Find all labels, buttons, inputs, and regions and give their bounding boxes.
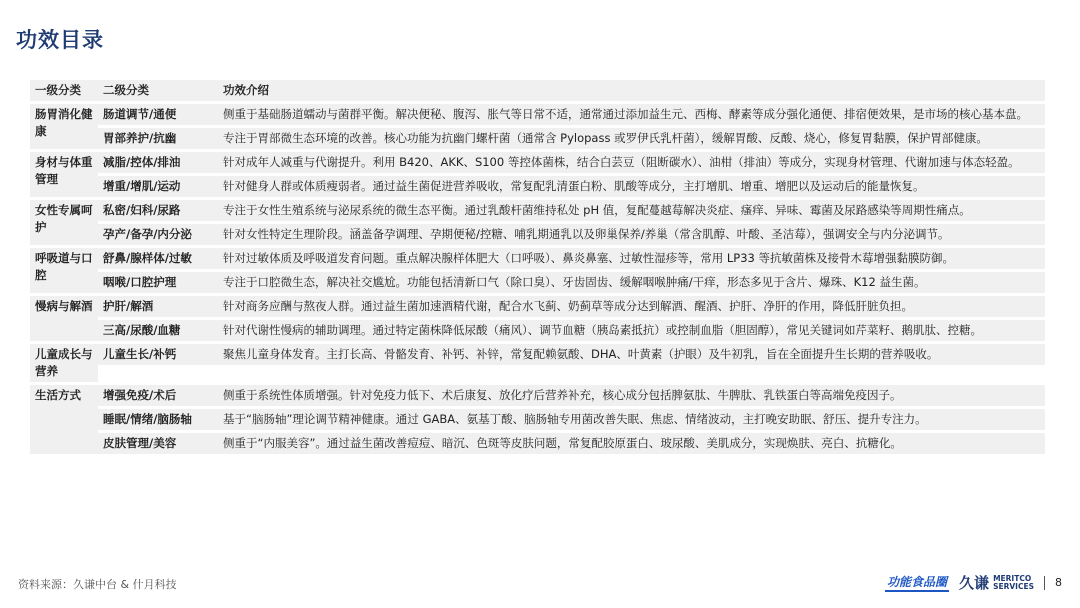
description-cell: 专注于女性生殖系统与泌尿系统的微生态平衡。通过乳酸杆菌维持私处 pH 值，复配蔓越莓解决炎症、瘙痒、异味、霉菌及尿路感染等周期性痛点。 <box>223 203 971 217</box>
header-description: 功效介绍 <box>223 83 269 97</box>
table-row <box>98 128 1045 149</box>
footer-divider <box>1044 576 1045 590</box>
subcategory-cell: 减脂/控体/排油 <box>103 155 181 169</box>
table-group <box>30 152 1045 197</box>
header-level2: 二级分类 <box>103 83 149 97</box>
description-cell: 专注于口腔微生态，解决社交尴尬。功能包括清新口气（除口臭）、牙齿固齿、缓解咽喉肿痛/干痒，形态多见于含片、爆珠、K12 益生菌。 <box>223 275 926 289</box>
description-cell: 侧重于“内服美容”。通过益生菌改善痘痘、暗沉、色斑等皮肤问题，常复配胶原蛋白、玻尿酸、美肌成分，实现焕肤、亮白、抗糖化。 <box>223 436 902 450</box>
description-cell: 聚焦儿童身体发育。主打长高、骨骼发育、补钙、补锌，常复配赖氨酸、DHA、叶黄素（护眼）及牛初乳，旨在全面提升生长期的营养吸收。 <box>223 347 939 361</box>
table-group <box>30 344 1045 382</box>
description-cell: 侧重于基础肠道蠕动与菌群平衡。解决便秘、腹泻、胀气等日常不适，通常通过添加益生元、西梅、酵素等成分强化通便、排宿便效果，是市场的核心基本盘。 <box>223 107 1028 121</box>
subcategory-cell: 护肝/解酒 <box>103 299 154 313</box>
table-row <box>98 433 1045 454</box>
table-row <box>98 409 1045 430</box>
table-group <box>30 385 1045 454</box>
description-cell: 专注于胃部微生态环境的改善。核心功能为抗幽门螺杆菌（通常含 Pylopass 或罗伊氏乳杆菌），缓解胃酸、反酸、烧心，修复胃黏膜，保护胃部健康。 <box>223 131 988 145</box>
subcategory-cell: 皮肤管理/美容 <box>103 436 177 450</box>
subcategory-cell: 肠道调节/通便 <box>103 107 177 121</box>
table-row <box>98 385 1045 406</box>
page-number: 8 <box>1055 576 1062 589</box>
source-note: 资料来源：久谦中台 & 什月科技 <box>18 578 177 591</box>
table-header-row <box>30 80 1045 101</box>
table-row <box>98 200 1045 221</box>
subcategory-cell: 胃部养护/抗幽 <box>103 131 177 145</box>
subcategory-cell: 孕产/备孕/内分泌 <box>103 227 192 241</box>
table-row <box>98 248 1045 269</box>
subcategory-cell: 私密/妇科/尿路 <box>103 203 181 217</box>
subcategory-rows <box>98 152 1045 197</box>
table-body <box>30 104 1045 454</box>
brand-logo-meritco <box>959 572 1034 593</box>
category-cell: 身材与体重管理 <box>30 152 98 197</box>
brand-logo-en-line1: MERITCO <box>993 573 1032 583</box>
subcategory-cell: 增强免疫/术后 <box>103 388 177 402</box>
description-cell: 针对成年人减重与代谢提升。利用 B420、AKK、S100 等控体菌株，结合白芸豆（阻断碳水）、油柑（排油）等成分，实现身材管理、代谢加速与体态轻盈。 <box>223 155 1020 169</box>
subcategory-rows <box>98 200 1045 245</box>
page-title: 功效目录 <box>16 28 104 52</box>
subcategory-cell: 儿童生长/补钙 <box>103 347 177 361</box>
table-group <box>30 200 1045 245</box>
table-row <box>98 272 1045 293</box>
table-row <box>98 152 1045 173</box>
table-row <box>98 224 1045 245</box>
description-cell: 针对女性特定生理阶段。涵盖备孕调理、孕期便秘/控糖、哺乳期通乳以及卵巢保养/养巢（常含肌醇、叶酸、圣洁莓），强调安全与内分泌调节。 <box>223 227 950 241</box>
subcategory-rows <box>98 385 1045 454</box>
brand-logo-cn: 久谦 <box>959 574 990 592</box>
subcategory-rows <box>98 248 1045 293</box>
subcategory-cell: 舒鼻/腺样体/过敏 <box>103 251 192 265</box>
table-group <box>30 104 1045 149</box>
description-cell: 针对过敏体质及呼吸道发育问题。重点解决腺样体肥大（口呼吸）、鼻炎鼻塞、过敏性湿疹等，常用 LP33 等抗敏菌株及接骨木莓增强黏膜防御。 <box>223 251 955 265</box>
description-cell: 基于“脑肠轴”理论调节精神健康。通过 GABA、氨基丁酸、脑肠轴专用菌改善失眠、焦虑、情绪波动，主打晚安助眠、舒压、提升专注力。 <box>223 412 927 426</box>
brand-logo-gongneng: 功能食品圈 <box>885 573 949 592</box>
brand-logo-en <box>993 575 1034 591</box>
table-group <box>30 248 1045 293</box>
category-cell: 慢病与解酒 <box>30 296 98 341</box>
table-group <box>30 296 1045 341</box>
description-cell: 侧重于系统性体质增强。针对免疫力低下、术后康复、放化疗后营养补充，核心成分包括脾氨肽、牛脾肽、乳铁蛋白等高端免疫因子。 <box>223 388 902 402</box>
category-cell: 女性专属呵护 <box>30 200 98 245</box>
subcategory-cell: 增重/增肌/运动 <box>103 179 181 193</box>
brand-logo-en-line2: SERVICES <box>993 581 1034 591</box>
table-row <box>98 320 1045 341</box>
subcategory-rows <box>98 344 1045 382</box>
subcategory-cell: 三高/尿酸/血糖 <box>103 323 181 337</box>
category-cell: 儿童成长与营养 <box>30 344 98 382</box>
table-row <box>98 296 1045 317</box>
table-row <box>98 344 1045 365</box>
description-cell: 针对健身人群或体质瘦弱者。通过益生菌促进营养吸收，常复配乳清蛋白粉、肌酸等成分，主打增肌、增重、增肥以及运动后的能量恢复。 <box>223 179 925 193</box>
category-cell: 生活方式 <box>30 385 98 454</box>
description-cell: 针对代谢性慢病的辅助调理。通过特定菌株降低尿酸（痛风）、调节血糖（胰岛素抵抗）或控制血脂（胆固醇），常见关键词如芹菜籽、鹅肌肽、控糖。 <box>223 323 982 337</box>
subcategory-rows <box>98 104 1045 149</box>
table-row <box>98 104 1045 125</box>
description-cell: 针对商务应酬与熬夜人群。通过益生菌加速酒精代谢，配合水飞蓟、奶蓟草等成分达到解酒、醒酒、护肝、净肝的作用，降低肝脏负担。 <box>223 299 913 313</box>
footer-logos <box>885 572 1062 593</box>
subcategory-cell: 咽喉/口腔护理 <box>103 275 177 289</box>
category-cell: 肠胃消化健康 <box>30 104 98 149</box>
header-level1: 一级分类 <box>35 83 81 97</box>
category-cell: 呼吸道与口腔 <box>30 248 98 293</box>
efficacy-table <box>30 80 1045 457</box>
subcategory-rows <box>98 296 1045 341</box>
subcategory-cell: 睡眠/情绪/脑肠轴 <box>103 412 192 426</box>
table-row <box>98 176 1045 197</box>
